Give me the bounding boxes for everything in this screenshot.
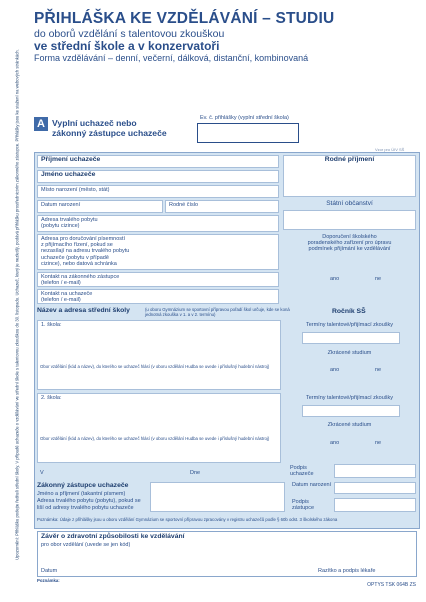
applicant-contact-label: Kontakt na uchazeče (41, 291, 93, 297)
school-1-shortened-label: Zkrácené studium (327, 350, 372, 356)
school-section-note: (u oboru Gymnázium se sportovní přípravou pořadí škol určuje, kde se koná jednotná zkouška v 1. a v 2. termínu) (145, 307, 290, 318)
school-2-obor-note: (v oboru vzdělání Hudba se uvede i příslušný hudební nástroj) (151, 436, 270, 441)
applicant-contact-sublabel: (telefon / e-mail) (41, 297, 81, 304)
health-subtitle: pro obor vzdělání (uvede se jen kód) (41, 542, 131, 548)
year-label: Ročník SŠ (332, 308, 366, 315)
delivery-address-line5: cizince), nebo datová schránka (41, 260, 117, 267)
permanent-address-label: Adresa trvalého pobytu (41, 217, 98, 223)
registry-note: Poznámka: Údaje z přihlášky jsou u oboru vzdělání Gymnázium se sportovní přípravou zpracovány v registru uchazečů podle § 60b odst. 3 školského zákona (37, 517, 338, 522)
birthdate-field[interactable] (37, 200, 163, 213)
school-2-obor (40, 436, 280, 441)
title-line-2: do oborů vzdělání s talentovou zkouškou (34, 28, 225, 40)
title-line-3: ve střední škole a v konzervatoři (34, 39, 220, 53)
citizenship-label: Státní občanství (326, 200, 373, 207)
form-title (34, 10, 394, 64)
school-section-title: Název a adresa střední školy (37, 307, 130, 314)
date-label: Dne (190, 470, 201, 476)
guardian-signature-label: Podpis zástupce (292, 499, 315, 512)
school-2-shortened-yes[interactable]: ano (330, 440, 340, 446)
applicant-contact-field[interactable] (37, 289, 279, 304)
school-1-shortened-yes[interactable]: ano (330, 367, 340, 373)
doctor-stamp-label: Razítko a podpis lékaře (318, 568, 376, 574)
school-2-exam-dates-label: Termíny talentové/přijímací zkoušky (305, 395, 394, 401)
school-2-exam-dates-field[interactable] (302, 405, 400, 417)
guardian-data-field[interactable] (150, 482, 285, 512)
recommendation-line3: podmínek přijímání ke vzdělávání (308, 246, 391, 253)
school-2-block[interactable] (37, 393, 281, 463)
birthdate-label: Datum narození (41, 202, 81, 208)
delivery-address-line3: nezasílají na adresu trvalého pobytu (41, 248, 130, 255)
birth-number-field[interactable] (165, 200, 279, 213)
notes-heading: Poznámka: (37, 578, 60, 583)
school-1-obor-note: (v oboru vzdělání Hudba se uvede i příslušný hudební nástroj) (151, 364, 270, 369)
title-line-4: Forma vzdělávání – denní, večerní, dálková, distanční, kombinovaná (34, 53, 309, 63)
guardian-contact-sublabel: (telefon / e-mail) (41, 280, 81, 287)
birth-number-label: Rodné číslo (169, 202, 199, 208)
maiden-name-field[interactable] (283, 155, 416, 197)
guardian-contact-label: Kontakt na zákonného zástupce (41, 274, 120, 280)
school-1-exam-dates-field[interactable] (302, 332, 400, 344)
side-instructions (2, 10, 32, 600)
first-name-field[interactable] (37, 170, 279, 183)
recommendation-line1: Doporučení školského (322, 234, 377, 240)
recommendation-yes[interactable]: ano (330, 276, 340, 282)
side-instructions-text: Upozornění: Přihlášku podejte řediteli střední školy. V případě uchazeče o vzdělávání ve střední škole s talentovou zkouškou do 30. listopadu. Uchazeč, který je nezletilý, podává přihlášku prostřednictvím zákonného zástupce. Přihlášky jsou ke stažení na webových stránkách. (14, 49, 20, 561)
first-name-label: Jméno uchazeče (41, 171, 96, 178)
form-code: OPTYS TSK 064B ZS (367, 582, 416, 588)
surname-label: Příjmení uchazeče (41, 156, 101, 163)
school-1-shortened-no[interactable]: ne (375, 367, 382, 373)
guardian-name-label: Jméno a příjmení (takantní písmem) (37, 491, 126, 497)
guardian-title: Zákonný zástupce uchazeče (37, 482, 129, 489)
birthplace-label: Místo narození (město, stát) (41, 187, 110, 193)
delivery-address-line4: uchazeče (pobytu v případě (41, 254, 109, 261)
section-a-badge: A (34, 117, 48, 131)
citizenship-field[interactable] (283, 210, 416, 230)
registration-number-label: Ev. č. přihlášky (vyplní střední škola) (200, 115, 289, 121)
guardian-address-label-2: liší od adresy trvalého pobytu uchazeče (37, 505, 134, 511)
birthplace-field[interactable] (37, 185, 279, 198)
delivery-address-field[interactable] (37, 234, 279, 270)
school-1-obor (40, 364, 280, 369)
recommendation-line2: poradenského zařízení pro úpravu (307, 240, 392, 247)
delivery-address-line2: z přijímacího řízení, pokud se (41, 242, 113, 249)
health-certificate-box[interactable] (37, 531, 417, 577)
applicant-signature-field[interactable] (334, 464, 416, 478)
maiden-name-label: Rodné příjmení (324, 156, 375, 163)
section-a-title (52, 118, 167, 138)
health-date-label: Datum (41, 568, 58, 574)
recommendation-label (283, 234, 416, 253)
recommendation-no[interactable]: ne (375, 276, 382, 282)
permanent-address-field[interactable] (37, 215, 279, 232)
guardian-contact-field[interactable] (37, 272, 279, 287)
guardian-birthdate-field[interactable] (334, 482, 416, 494)
place-label: V (40, 470, 44, 476)
school-1-label: 1. škola: (41, 322, 62, 328)
guardian-signature-field[interactable] (334, 498, 416, 512)
title-line-1: PŘIHLÁŠKA KE VZDĚLÁVÁNÍ – STUDIU (34, 10, 335, 27)
school-2-label: 2. škola: (41, 395, 62, 401)
delivery-address-line1: Adresa pro doručování písemností (41, 236, 126, 242)
section-a-title-line2: zákonný zástupce uchazeče (52, 128, 167, 138)
school-1-obor-label: Obor vzdělání (kód a název), do kterého se uchazeč hlásí (40, 364, 150, 369)
school-2-shortened-no[interactable]: ne (375, 440, 382, 446)
school-2-shortened-label: Zkrácené studium (327, 422, 372, 428)
guardian-address-label: Adresa trvalého pobytu (pobytu), pokud se (37, 498, 141, 504)
school-2-obor-label: Obor vzdělání (kód a název), do kterého se uchazeč hlásí (40, 436, 150, 441)
guardian-birthdate-label: Datum narození (292, 482, 332, 488)
section-a-title-line1: Vyplní uchazeč nebo (52, 118, 137, 128)
applicant-signature-label: Podpis uchazeče (290, 465, 314, 478)
registration-number-field[interactable] (197, 123, 299, 143)
health-title: Závěr o zdravotní způsobilosti ke vzdělávání (41, 533, 185, 540)
school-1-exam-dates-label: Termíny talentové/přijímací zkoušky (305, 322, 394, 328)
form-template-note: Vzor pro ÚIV SŠ (375, 147, 405, 152)
permanent-address-sublabel: (pobytu cizince) (41, 223, 80, 230)
school-1-block[interactable] (37, 320, 281, 390)
surname-field[interactable] (37, 155, 279, 168)
